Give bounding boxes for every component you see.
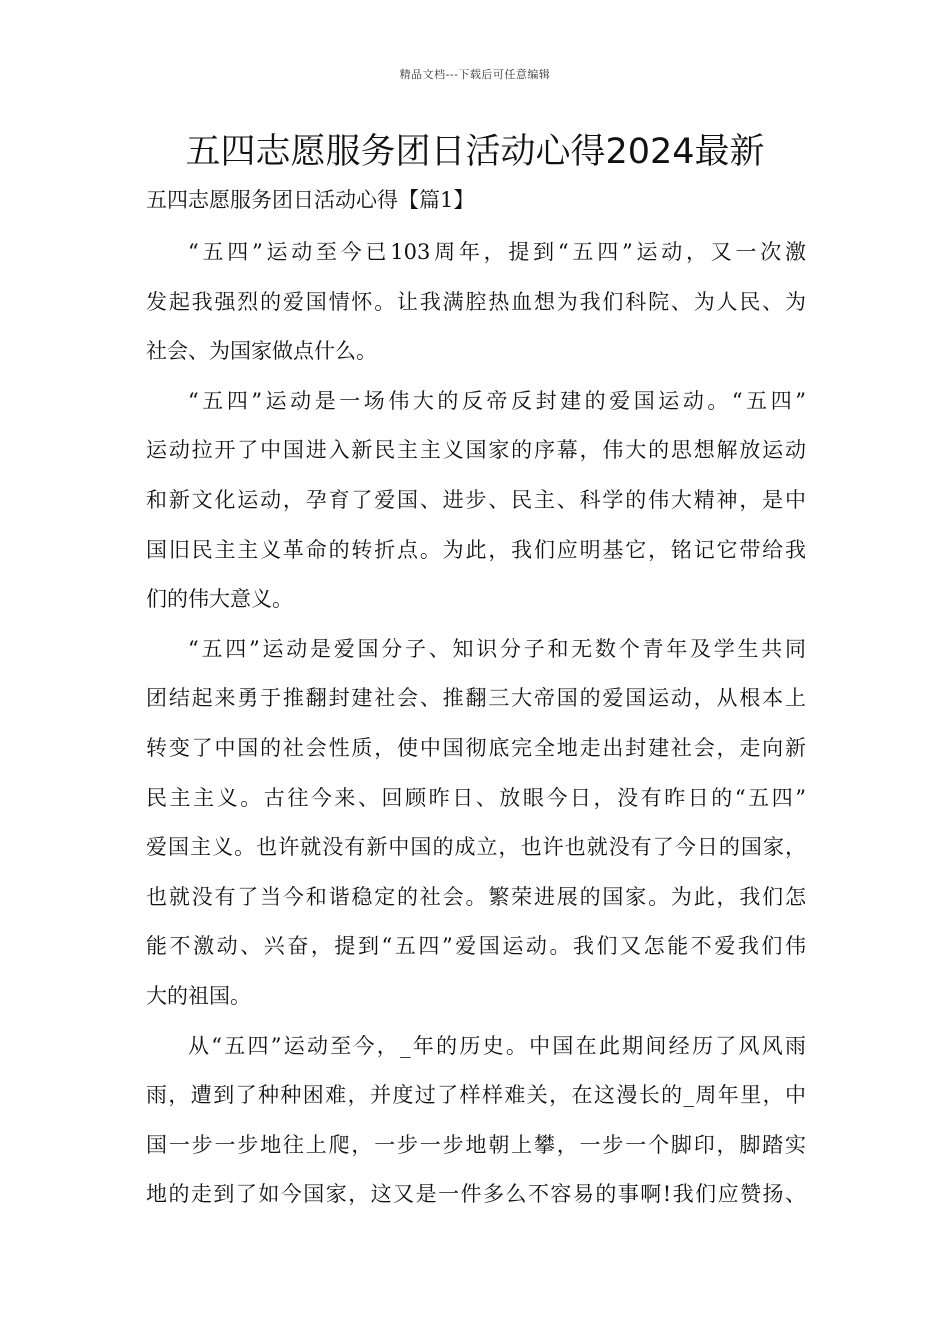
text-line: 民主主义。古往今来、回顾昨日、放眼今日，没有昨日的“五四” <box>146 785 806 810</box>
text-line: 能不激动、兴奋，提到“五四”爱国运动。我们又怎能不爱我们伟 <box>146 934 806 959</box>
text-line: “五四”运动是爱国分子、知识分子和无数个青年及学生共同 <box>188 636 806 661</box>
text-line: 国旧民主主义革命的转折点。为此，我们应明基它，铭记它带给我 <box>146 537 806 562</box>
text-line: 也就没有了当今和谐稳定的社会。繁荣进展的国家。为此，我们怎 <box>146 884 806 909</box>
text-line: 运动拉开了中国进入新民主主义国家的序幕，伟大的思想解放运动 <box>146 438 806 463</box>
text-line: 国一步一步地往上爬，一步一步地朝上攀，一步一个脚印，脚踏实 <box>146 1132 806 1157</box>
text-line: “五四”运动至今已103周年，提到“五四”运动，又一次激 <box>188 240 806 264</box>
text-line: 地的走到了如今国家，这又是一件多么不容易的事啊!我们应赞扬、 <box>146 1182 806 1207</box>
text-line: 们的伟大意义。 <box>146 587 293 612</box>
header-note: 精品文档---下载后可任意编辑 <box>399 68 551 81</box>
section-heading: 五四志愿服务团日活动心得【篇1】 <box>146 188 475 212</box>
text-line: “五四”运动是一场伟大的反帝反封建的爱国运动。“五四” <box>188 388 806 413</box>
text-line: 大的祖国。 <box>146 983 251 1008</box>
text-line: 团结起来勇于推翻封建社会、推翻三大帝国的爱国运动，从根本上 <box>146 686 806 711</box>
paragraph <box>146 377 806 625</box>
text-line: 发起我强烈的爱国情怀。让我满腔热血想为我们科院、为人民、为 <box>146 289 806 314</box>
text-line: 雨，遭到了种种困难，并度过了样样难关，在这漫长的_周年里，中 <box>146 1083 806 1108</box>
text-line: 和新文化运动，孕育了爱国、进步、民主、科学的伟大精神，是中 <box>146 487 806 512</box>
document-body <box>146 228 806 1220</box>
text-line: 爱国主义。也许就没有新中国的成立，也许也就没有了今日的国家， <box>146 835 806 860</box>
document-title: 五四志愿服务团日活动心得2024最新 <box>185 132 765 172</box>
paragraph <box>146 1022 806 1220</box>
text-line: 从“五四”运动至今，_年的历史。中国在此期间经历了风风雨 <box>188 1033 806 1058</box>
paragraph <box>146 228 806 377</box>
text-line: 转变了中国的社会性质，使中国彻底完全地走出封建社会，走向新 <box>146 735 806 760</box>
paragraph <box>146 625 806 1022</box>
text-line: 社会、为国家做点什么。 <box>146 339 377 364</box>
